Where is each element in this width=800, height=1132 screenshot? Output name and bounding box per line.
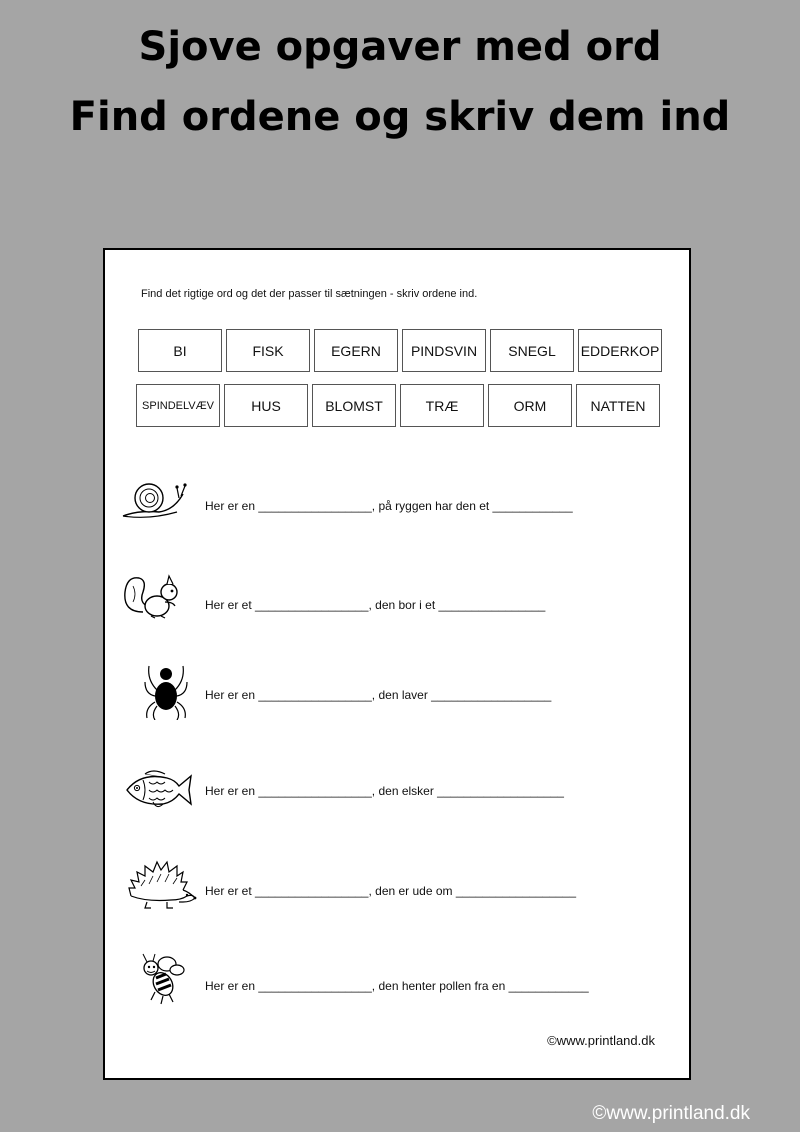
sentence-line: Her er et _________________, den er ude om __________________ [205, 884, 576, 898]
bee-icon [137, 952, 185, 1006]
word-box: EDDERKOP [578, 329, 662, 372]
sentence-line: Her er en _________________, den laver __________________ [205, 688, 552, 702]
word-box: SNEGL [490, 329, 574, 372]
sentence-line: Her er en _________________, den elsker ___________________ [205, 784, 564, 798]
instruction-text: Find det rigtige ord og det der passer til sætningen - skriv ordene ind. [141, 288, 478, 300]
page-title: Sjove opgaver med ord [138, 24, 662, 70]
word-box: EGERN [314, 329, 398, 372]
word-box: FISK [226, 329, 310, 372]
word-box: BLOMST [312, 384, 396, 427]
hedgehog-icon [127, 858, 197, 912]
worksheet [103, 248, 691, 1080]
spider-icon [143, 660, 189, 720]
snail-icon [119, 480, 191, 522]
word-box: NATTEN [576, 384, 660, 427]
word-box: SPINDELVÆV [136, 384, 220, 427]
sentence-line: Her er en _________________, på ryggen har den et ____________ [205, 499, 573, 513]
word-box: PINDSVIN [402, 329, 486, 372]
word-box: HUS [224, 384, 308, 427]
squirrel-icon [121, 572, 183, 622]
page-subtitle: Find ordene og skriv dem ind [69, 94, 731, 140]
word-box: ORM [488, 384, 572, 427]
sentence-line: Her er en _________________, den henter pollen fra en ____________ [205, 979, 589, 993]
word-box: BI [138, 329, 222, 372]
word-box: TRÆ [400, 384, 484, 427]
copyright-text: ©www.printland.dk [547, 1033, 655, 1048]
fish-icon [123, 766, 193, 810]
footer-copyright: ©www.printland.dk [592, 1103, 750, 1124]
sentence-line: Her er et _________________, den bor i et ________________ [205, 598, 546, 612]
